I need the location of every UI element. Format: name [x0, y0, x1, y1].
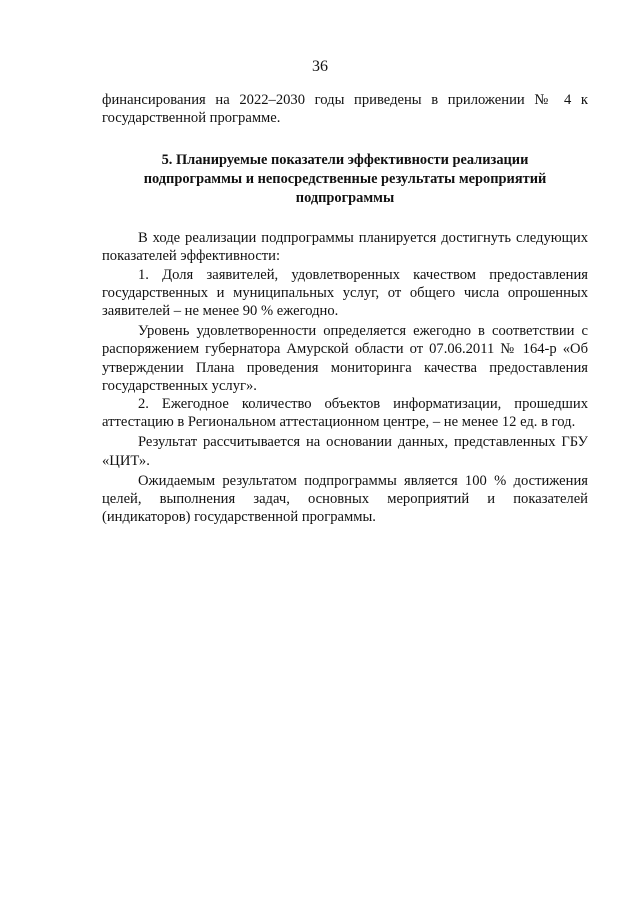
paragraph-planned-indicators: В ходе реализации подпрограммы планируется достигнуть следующих показателей эффективности:	[102, 230, 588, 265]
paragraph-expected-result: Ожидаемым результатом подпрограммы является 100 % достижения целей, выполнения задач, основных мероприятий и показателей (индикаторов) государственной программы.	[102, 472, 588, 526]
page-number: 36	[312, 58, 328, 75]
paragraph-indicator-2: 2. Ежегодное количество объектов информатизации, прошедших аттестацию в Региональном аттестационном центре, – не менее 12 ед. в год.	[102, 396, 588, 431]
section-heading-line-1: 5. Планируемые показатели эффективности реализации	[161, 152, 529, 169]
paragraph-indicator-1: 1. Доля заявителей, удовлетворенных качеством предоставления государственных и муниципальных услуг, от общего числа опрошенных заявителей – не менее 90 % ежегодно.	[102, 266, 588, 319]
section-heading-line-2: подпрограммы и непосредственные результаты мероприятий	[143, 171, 547, 187]
section-heading-line-3: подпрограммы	[295, 189, 395, 206]
paragraph-result-calculation: Результат рассчитывается на основании данных, представленных ГБУ «ЦИТ».	[102, 434, 588, 469]
paragraph-satisfaction-level: Уровень удовлетворенности определяется ежегодно в соответствии с распоряжением губернатора Амурской области от 07.06.2011 № 164-р «Об утверждении Плана проведения мониторинга качества предоставления государственных услуг».	[102, 323, 588, 394]
section-heading	[102, 151, 588, 207]
intro-paragraph: финансирования на 2022–2030 годы приведены в приложении № 4 к государственной программе.	[102, 92, 588, 127]
page-content	[102, 91, 588, 526]
